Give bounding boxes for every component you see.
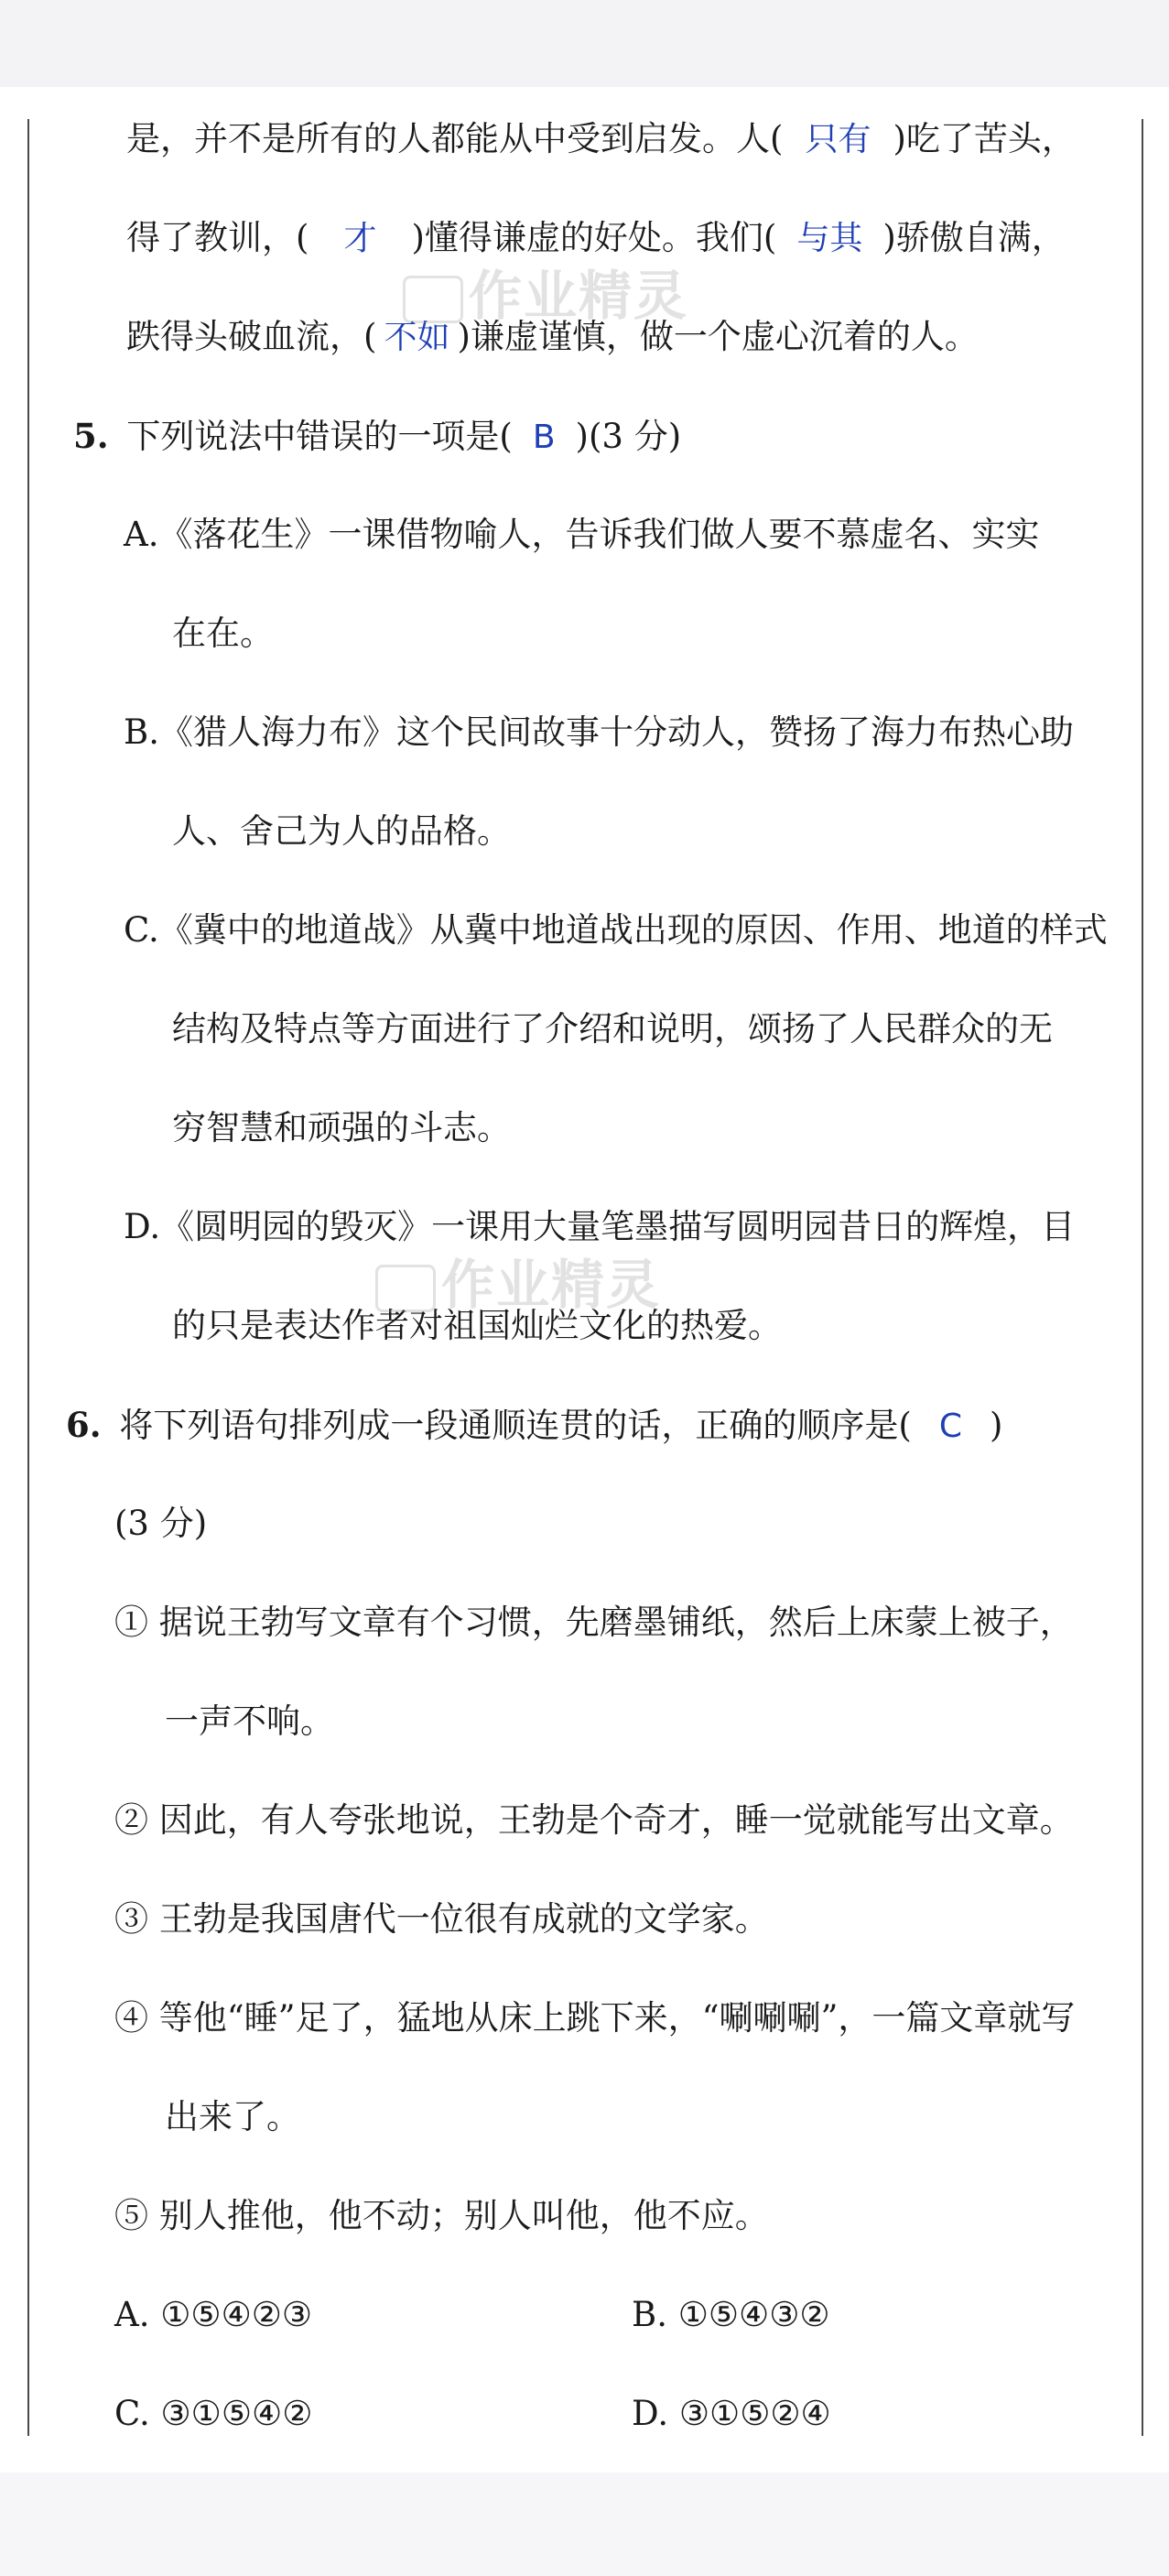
right-border-line	[1142, 119, 1143, 2436]
question-text: 下列说法中错误的一项是(	[126, 417, 513, 456]
answer-blank-1: 只有	[805, 121, 871, 158]
q6-option-c: C. ③①⑤④②	[114, 2394, 313, 2433]
q6-option-b: B. ①⑤④③②	[632, 2295, 830, 2334]
passage-text: 是，并不是所有的人都能从中受到启发。人(	[126, 119, 784, 158]
q5-option-a-cont: 在在。	[172, 614, 274, 653]
q6-option-a: A. ①⑤④②③	[114, 2295, 313, 2334]
q5-answer: B	[532, 418, 556, 456]
q6-sentence-3: ③ 王勃是我国唐代一位很有成就的文学家。	[114, 1899, 769, 1939]
q6-answer: C	[938, 1408, 962, 1445]
watermark-logo-icon	[403, 276, 463, 323]
q5-option-c: C.《冀中的地道战》从冀中地道战出现的原因、作用、地道的样式	[124, 910, 1108, 950]
q5-option-d-cont: 的只是表达作者对祖国灿烂文化的热爱。	[172, 1306, 782, 1345]
left-border-line	[27, 119, 29, 2436]
answer-blank-2: 才	[343, 220, 377, 257]
q5-option-b-cont: 人、舍己为人的品格。	[172, 811, 511, 851]
q5-option-d: D.《圆明园的毁灭》一课用大量笔墨描写圆明园昔日的辉煌，目	[124, 1207, 1076, 1246]
q6-option-d: D. ③①⑤②④	[632, 2394, 831, 2433]
passage-text: )谦虚谨慎，做一个虚心沉着的人。	[457, 317, 979, 356]
q5-option-c-cont: 结构及特点等方面进行了介绍和说明，颂扬了人民群众的无	[172, 1009, 1053, 1049]
passage-text: 跌得头破血流，(	[126, 317, 377, 356]
q6-sentence-5: ⑤ 别人推他，他不动；别人叫他，他不应。	[114, 2196, 769, 2235]
q5-option-b: B.《猎人海力布》这个民间故事十分动人，赞扬了海力布热心助	[124, 712, 1074, 752]
question-text: )	[989, 1406, 1003, 1445]
question-number: 6.	[66, 1405, 102, 1445]
watermark: 作业精灵	[375, 1242, 661, 1319]
question-text: 将下列语句排列成一段通顺连贯的话，正确的顺序是(	[119, 1406, 912, 1445]
watermark-logo-icon	[375, 1265, 436, 1312]
answer-blank-3: 与其	[796, 220, 863, 257]
q6-stem	[66, 1403, 1002, 1449]
q6-sentence-1: ① 据说王勃写文章有个习惯，先磨墨铺纸，然后上床蒙上被子，	[114, 1603, 1074, 1642]
q6-sentence-4: ④ 等他“睡”足了，猛地从床上跳下来，“唰唰唰”，一篇文章就写	[114, 1998, 1076, 2038]
question-score: )(3 分)	[575, 417, 682, 456]
passage-text: )懂得谦虚的好处。我们(	[411, 218, 777, 257]
q6-sentence-1-cont: 一声不响。	[165, 1701, 334, 1741]
q5-option-a: A.《落花生》一课借物喻人，告诉我们做人要不慕虚名、实实	[124, 515, 1040, 554]
passage-line-1	[126, 117, 1076, 162]
q6-sentence-4-cont: 出来了。	[165, 2097, 300, 2136]
q5-option-c-cont: 穷智慧和顽强的斗志。	[172, 1108, 511, 1147]
question-number: 5.	[73, 416, 109, 456]
watermark: 作业精灵	[403, 253, 688, 330]
bottom-margin	[0, 2473, 1169, 2576]
q5-stem	[73, 414, 681, 460]
answer-blank-4: 不如	[384, 319, 450, 356]
q6-score: (3 分)	[114, 1504, 208, 1543]
q6-sentence-2: ② 因此，有人夸张地说，王勃是个奇才，睡一觉就能写出文章。	[114, 1800, 1074, 1840]
passage-text: 得了教训，(	[126, 218, 309, 257]
passage-text: )骄傲自满，	[882, 218, 1066, 257]
top-margin	[0, 0, 1169, 87]
passage-text: )吃了苦头，	[893, 119, 1076, 158]
